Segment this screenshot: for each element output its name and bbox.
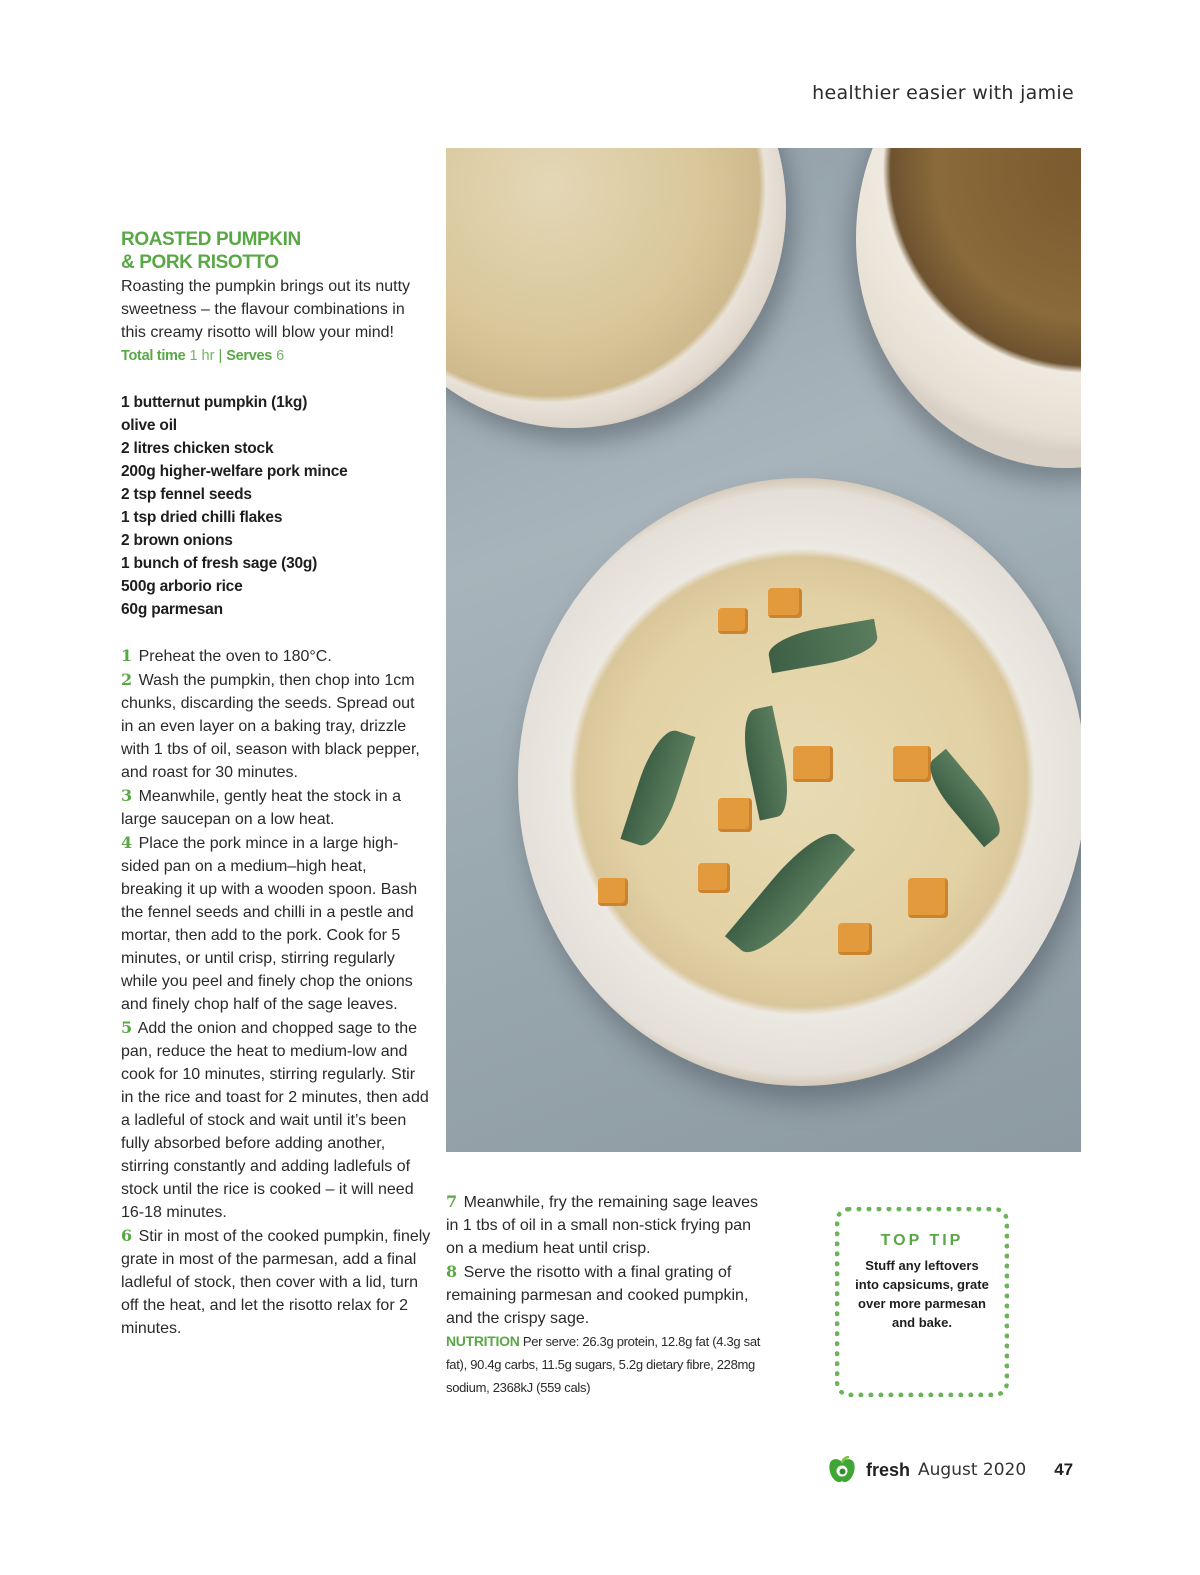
step-number: 1 [121,646,133,665]
ingredient-item: 2 litres chicken stock [121,440,274,457]
nutrition-text: Per serve: 26.3g protein, 12.8g fat (4.3g sat fat), 90.4g carbs, 11.5g sugars, 5.2g dietary fibre, 228mg sodium, 2368kJ (559 cals) [446,1334,761,1395]
step-text: Add the onion and chopped sage to the pan, reduce the heat to medium-low and cook for 10 minutes, stirring regularly. Stir in the rice and toast for 2 minutes, then add a ladleful of stock and wait until it’s been fully absorbed before adding another, stirring constantly and adding ladlefuls of stock until the rice is cooked – it will need 16-18 minutes. [121,1020,429,1221]
nutrition-info [446,1330,766,1399]
recipe-title-line1: ROASTED PUMPKIN [121,229,301,250]
top-tip-title: TOP TIP [880,1232,964,1249]
step-text: Meanwhile, fry the remaining sage leaves in 1 tbs of oil in a small non-stick frying pan on a medium heat until crisp. [446,1194,758,1257]
method-step [121,1224,431,1340]
top-bowl-shape [446,148,786,428]
page-footer [826,1455,1073,1485]
brand-name: fresh [866,1459,911,1480]
ingredient-item: 1 butternut pumpkin (1kg) [121,394,308,411]
meta-separator: | [218,348,223,364]
page-number: 47 [1054,1460,1074,1479]
ingredient-item: 60g parmesan [121,601,223,618]
total-time-label: Total time [121,348,186,364]
running-head: healthier easier with jamie [812,82,1074,104]
ingredient-item: olive oil [121,417,177,434]
issue-date: August 2020 [918,1460,1027,1480]
recipe-meta [121,345,431,367]
pumpkin-chunk [838,923,872,955]
pumpkin-chunk [893,746,931,782]
serves-value: 6 [276,348,285,364]
step-number: 3 [121,786,133,805]
total-time-value: 1 hr [189,348,215,364]
ingredient-item: 1 bunch of fresh sage (30g) [121,555,318,572]
top-tip-body: Stuff any leftovers into capsicums, grate over more parmesan and bake. [855,1258,989,1330]
method-step [121,668,431,784]
sage-leaf [920,749,1010,847]
sage-leaf [725,821,855,964]
recipe-left-column [121,228,431,1340]
step-number: 4 [121,833,133,852]
nutrition-label: NUTRITION [446,1333,520,1349]
top-tip-box [835,1207,1009,1397]
step-number: 7 [446,1192,458,1211]
pumpkin-chunk [768,588,802,618]
step-number: 6 [121,1226,133,1245]
ingredient-item: 1 tsp dried chilli flakes [121,509,283,526]
ingredient-item: 2 brown onions [121,532,233,549]
serves-label: Serves [226,348,273,364]
method-step [121,784,431,831]
pumpkin-chunk [793,746,833,782]
step-number: 2 [121,670,133,689]
ingredient-item: 200g higher-welfare pork mince [121,463,348,480]
pumpkin-chunk [598,878,628,906]
step-text: Place the pork mince in a large high-sided pan on a medium–high heat, breaking it up with a wooden spoon. Bash the fennel seeds and chilli in a pestle and mortar, then add to the pork. Cook for 5 minutes, or until crisp, stirring regularly while you peel and finely chop the onions and finely chop half of the sage leaves. [121,835,418,1013]
pumpkin-chunk [718,798,752,832]
sage-leaf [620,725,695,851]
pumpkin-chunk [718,608,748,634]
pot-shape [856,148,1081,468]
recipe-title-line2: & PORK RISOTTO [121,252,279,273]
recipe-intro: Roasting the pumpkin brings out its nutty sweetness – the flavour combinations in this creamy risotto will blow your mind! [121,278,411,341]
recipe-title [121,228,431,274]
main-bowl-shape [518,478,1081,1086]
method-step [121,1016,431,1224]
risotto-photo [446,148,1081,1152]
method-step [446,1190,766,1260]
ingredient-item: 500g arborio rice [121,578,243,595]
step-text: Wash the pumpkin, then chop into 1cm chunks, discarding the seeds. Spread out in an even layer on a baking tray, drizzle with 1 tbs of oil, season with black pepper, and roast for 30 minutes. [121,672,420,781]
recipe-continued-column [446,1190,766,1399]
step-text: Meanwhile, gently heat the stock in a large saucepan on a low heat. [121,788,401,828]
pumpkin-chunk [698,863,730,893]
step-number: 8 [446,1262,458,1281]
step-text: Serve the risotto with a final grating of remaining parmesan and cooked pumpkin, and the crispy sage. [446,1264,749,1327]
woolworths-apple-icon [826,1456,858,1484]
method-steps [121,644,431,1340]
method-step [121,644,431,668]
pumpkin-chunk [908,878,948,918]
method-step [446,1260,766,1330]
sage-leaf [766,619,881,674]
step-number: 5 [121,1018,133,1037]
step-text: Preheat the oven to 180°C. [138,648,332,665]
ingredient-item: 2 tsp fennel seeds [121,486,252,503]
method-step [121,831,431,1016]
step-text: Stir in most of the cooked pumpkin, finely grate in most of the parmesan, add a final ladleful of stock, then cover with a lid, turn off the heat, and let the risotto relax for 2 minutes. [121,1228,431,1337]
ingredients-list [121,391,431,621]
